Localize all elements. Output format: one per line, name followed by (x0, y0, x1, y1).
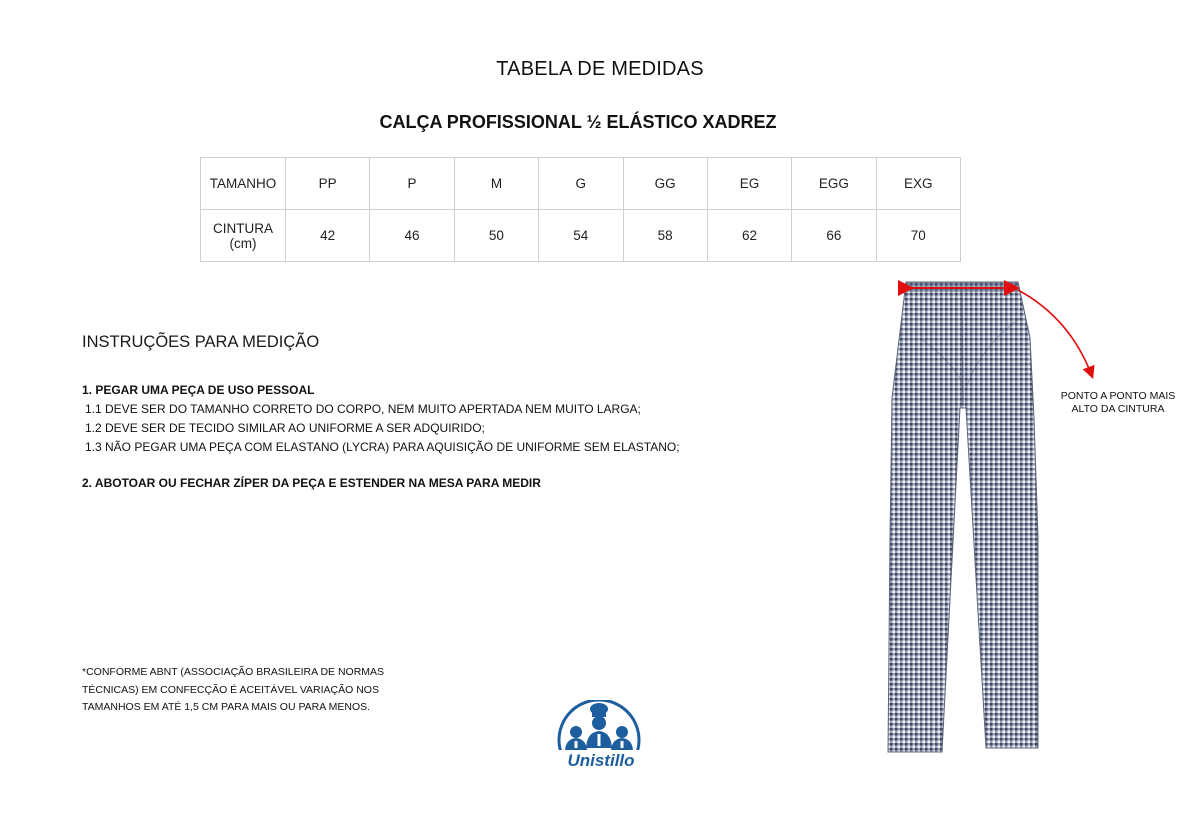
size-row-label: TAMANHO (201, 158, 286, 210)
table-row-waist (201, 210, 961, 262)
note-line-2: TÉCNICAS) EM CONFECÇÃO É ACEITÁVEL VARIAÇÃO NOS (82, 683, 379, 696)
waist-callout (1056, 390, 1180, 416)
waist-cell-pp: 42 (286, 210, 370, 262)
instruction-step-1-1: 1.1 DEVE SER DO TAMANHO CORRETO DO CORPO, NEM MUITO APERTADA NEM MUITO LARGA; (85, 402, 641, 416)
instruction-step-2: 2. ABOTOAR OU FECHAR ZÍPER DA PEÇA E ESTENDER NA MESA PARA MEDIR (82, 476, 541, 490)
size-cell-egg: EGG (792, 158, 876, 210)
size-cell-eg: EG (707, 158, 791, 210)
callout-line-1: PONTO A PONTO MAIS (1060, 390, 1176, 402)
table-row-sizes (201, 158, 961, 210)
size-cell-gg: GG (623, 158, 707, 210)
size-cell-g: G (539, 158, 623, 210)
page-title: TABELA DE MEDIDAS (496, 58, 704, 80)
waist-cell-exg: 70 (876, 210, 960, 262)
abnt-note (82, 664, 402, 717)
product-title: CALÇA PROFISSIONAL ½ ELÁSTICO XADREZ (379, 112, 777, 132)
size-cell-exg: EXG (876, 158, 960, 210)
instructions-title: INSTRUÇÕES PARA MEDIÇÃO (82, 333, 320, 351)
waist-cell-g: 54 (539, 210, 623, 262)
instructions-step2-block (82, 474, 541, 493)
waist-row-label (201, 210, 286, 262)
waist-cell-m: 50 (454, 210, 538, 262)
waist-cell-gg: 58 (623, 210, 707, 262)
waist-label-line1: CINTURA (213, 220, 273, 236)
note-line-3: TAMANHOS EM ATÉ 1,5 CM PARA MAIS OU PARA MENOS. (82, 701, 371, 713)
trousers-shape (888, 282, 1038, 752)
instructions-step1-block (82, 381, 680, 457)
trousers-illustration (880, 278, 1110, 760)
size-cell-m: M (454, 158, 538, 210)
instruction-step-1-2: 1.2 DEVE SER DE TECIDO SIMILAR AO UNIFORME A SER ADQUIRIDO; (85, 421, 485, 435)
callout-line-2: ALTO DA CINTURA (1071, 403, 1165, 415)
waist-cell-eg: 62 (707, 210, 791, 262)
brand-name: Unistillo (567, 751, 635, 770)
waist-label-line2: (cm) (229, 235, 257, 251)
size-table (200, 157, 961, 262)
note-line-1: *CONFORME ABNT (ASSOCIAÇÃO BRASILEIRA DE NORMAS (82, 666, 385, 678)
waist-cell-p: 46 (370, 210, 454, 262)
waist-cell-egg: 66 (792, 210, 876, 262)
instruction-step-1-3: 1.3 NÃO PEGAR UMA PEÇA COM ELASTANO (LYCRA) PARA AQUISIÇÃO DE UNIFORME SEM ELASTANO; (85, 440, 680, 454)
instruction-step-1: 1. PEGAR UMA PEÇA DE USO PESSOAL (82, 383, 315, 397)
size-cell-p: P (370, 158, 454, 210)
size-cell-pp: PP (286, 158, 370, 210)
